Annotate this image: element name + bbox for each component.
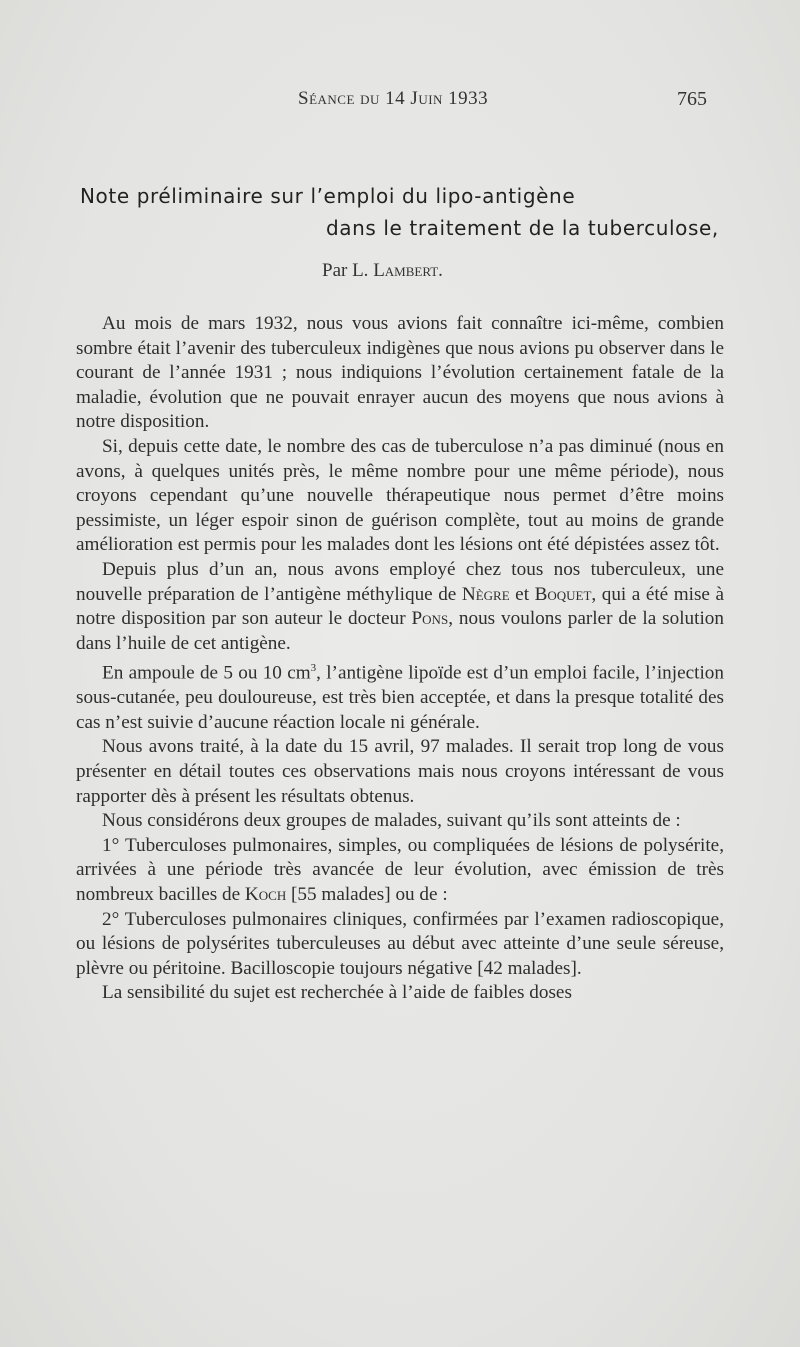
paragraph-3-text-b: et <box>509 583 535 605</box>
paragraph-3-text-c: , qui a été mise à notre disposition par son auteur le docteur <box>76 583 724 630</box>
paragraph-8-text: 2° Tuberculoses pulmonaires cliniques, confirmées par l’examen radioscopique, ou lésions de polysérites tuberculeuses au début avec atteinte d’une seule séreuse, plèvre ou péritoine. Bacilloscopie toujours négative [42 malades]. <box>76 908 724 979</box>
paragraph-2-text: Si, depuis cette date, le nombre des cas de tuberculose n’a pas diminué (nous en avons, à quelques unités près, le même nombre pour une même période), nous croyons cependant qu’une nouvelle thérapeutique nous permet d’être moins pessimiste, un léger espoir sinon de guérison complète, tout au moins de grande amélioration est permis pour les malades dont les lésions ont été dépistées assez tôt. <box>76 435 724 556</box>
paragraph-4-text-a: En ampoule de 5 ou 10 cm <box>102 662 311 684</box>
paragraph-7 <box>76 834 724 908</box>
byline-prefix: Par L. <box>322 260 369 281</box>
article-body <box>76 312 724 1006</box>
paragraph-1-text: Au mois de mars 1932, nous vous avions fait connaître ici-même, combien sombre était l’avenir des tuberculeux indigènes que nous avions pu observer dans le courant de l’année 1931 ; nous indiquions l’évolution certainement fatale de la maladie, évolution que ne pouvait enrayer aucun des moyens que nous avions à notre disposition. <box>76 313 724 433</box>
paragraph-8 <box>76 908 724 982</box>
paragraph-9-text: La sensibilité du sujet est recherchée à l’aide de faibles doses <box>102 982 572 1004</box>
byline <box>322 260 443 282</box>
superscript-3: 3 <box>310 662 317 675</box>
paragraph-7-text-b: [55 malades] ou de : <box>286 884 448 906</box>
paragraph-4-text-b: , l’antigène lipoïde est d’un emploi facile, l’injection sous-cutanée, peu douloureuse, est très bien acceptée, et dans la presque totalité des cas n’est suivie d’aucune réaction locale ni générale. <box>76 662 724 733</box>
paragraph-3-text-d: , nous voulons parler de la solution dans l’huile de cet antigène. <box>76 608 724 654</box>
paragraph-5 <box>76 735 724 809</box>
name-koch: Koch <box>244 884 287 906</box>
paragraph-1 <box>76 312 724 435</box>
author-name: Lambert. <box>373 260 443 281</box>
title-line-2: dans le traitement de la tuberculose, <box>326 216 719 240</box>
paragraph-7-text-a: 1° Tuberculoses pulmonaires, simples, ou compliquées de lésions de polysérite, arrivées à une période très avancée de leur évolution, avec émission de très nombreux bacilles de <box>76 834 724 906</box>
paragraph-4 <box>76 656 724 735</box>
paragraph-3 <box>76 558 724 656</box>
paragraph-6-text: Nous considérons deux groupes de malades, suivant qu’ils sont atteints de : <box>102 810 681 832</box>
name-pons: Pons <box>411 608 449 630</box>
paragraph-6 <box>76 809 724 834</box>
paragraph-3-text-a: Depuis plus d’un an, nous avons employé chez tous nos tuberculeux, une nouvelle préparation de l’antigène méthylique de <box>76 558 724 605</box>
paragraph-5-text: Nous avons traité, à la date du 15 avril, 97 malades. Il serait trop long de vous présenter en détail toutes ces observations mais nous croyons intéressant de vous rapporter dès à présent les résultats obtenus. <box>76 736 724 807</box>
title-line-1: Note préliminaire sur l’emploi du lipo-antigène <box>80 184 576 208</box>
page-number: 765 <box>677 88 707 110</box>
name-boquet: Boquet <box>534 583 592 605</box>
running-title: Séance du 14 Juin 1933 <box>298 88 489 109</box>
name-negre: Nègre <box>461 583 510 605</box>
running-head <box>0 88 800 118</box>
paragraph-9 <box>76 981 724 1006</box>
paragraph-2 <box>76 435 724 558</box>
